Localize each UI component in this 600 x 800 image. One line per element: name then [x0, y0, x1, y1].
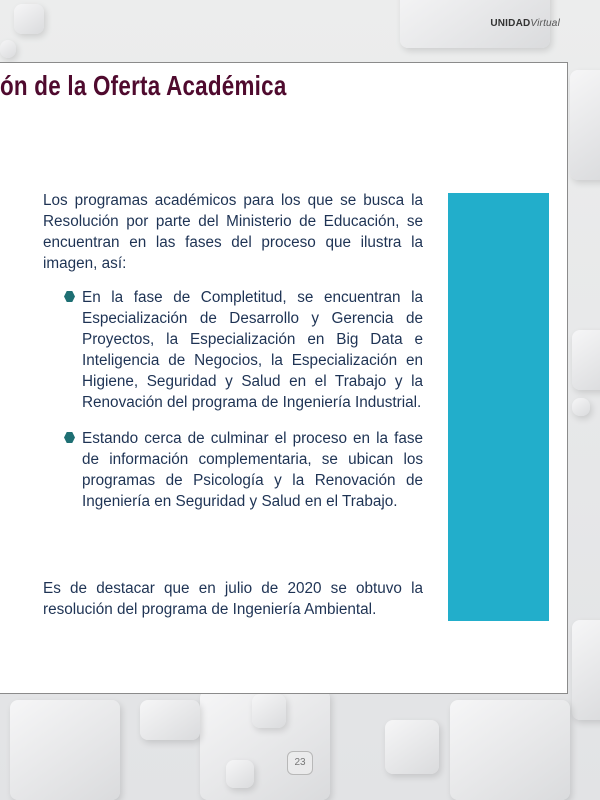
decorative-tile [226, 760, 254, 788]
decorative-tile [252, 694, 286, 728]
bullet-list [43, 287, 423, 512]
accent-block [448, 193, 549, 621]
list-item-text: En la fase de Completitud, se encuentran la Especialización de Desarrollo y Gerencia de Proyectos, la Especialización en Big Data e Inteligencia de Negocios, la Especialización en Higiene, Seguridad y Salud en el Trabajo y la Renovación del programa de Ingeniería Industrial. [82, 289, 423, 411]
page-number: 23 [287, 751, 313, 775]
decorative-tile [572, 330, 600, 390]
intro-paragraph: Los programas académicos para los que se busca la Resolución por parte del Ministerio de Educación, se encuentran en las fases del proceso que ilustra la imagen, así: [43, 192, 423, 272]
hexagon-bullet-icon [64, 432, 75, 443]
page-title: ón de la Oferta Académica [0, 70, 287, 101]
list-item-text: Estando cerca de culminar el proceso en la fase de información complementaria, se ubican los programas de Psicología y la Renovación de Ingeniería en Seguridad y Salud en el Trabajo. [82, 430, 423, 510]
decorative-tile [140, 700, 200, 740]
brand-logo-italic: Virtual [530, 18, 560, 29]
decorative-tile [450, 700, 570, 800]
decorative-tile [572, 620, 600, 720]
decorative-tile [570, 70, 600, 180]
decorative-tile [14, 4, 44, 34]
hexagon-bullet-icon [64, 291, 75, 302]
decorative-tile [385, 720, 439, 774]
list-item [82, 287, 423, 413]
list-item [82, 428, 423, 512]
closing-paragraph: Es de destacar que en julio de 2020 se obtuvo la resolución del programa de Ingeniería Ambiental. [43, 580, 423, 618]
decorative-tile [572, 398, 590, 416]
decorative-tile [10, 700, 120, 800]
decorative-tile [0, 40, 16, 58]
brand-logo [490, 18, 560, 29]
body-text [43, 190, 423, 527]
brand-logo-bold: UNIDAD [490, 18, 531, 29]
